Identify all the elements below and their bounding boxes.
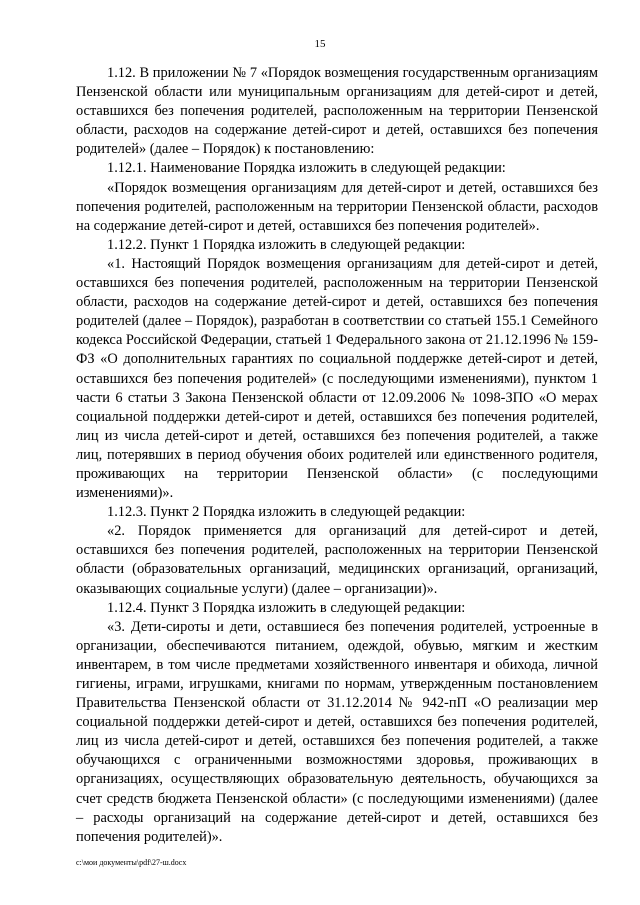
paragraph-1-12: 1.12. В приложении № 7 «Порядок возмещения государственным организациям Пензенской области или муниципальным организациям для детей-сирот и детей, оставшихся без попечения родителей, расположенным на территории Пензенской области, расходов на содержание детей-сирот и детей, оставшихся без попечения родителей» (далее – Порядок) к постановлению:	[76, 65, 598, 158]
page-number: 15	[314, 38, 326, 50]
paragraph-quote-title: «Порядок возмещения организациям для детей-сирот и детей, оставшихся без попечения родителей, расположенным на территории Пензенской области, расходов на содержание детей-сирот и детей, оставшихся без попечения родителей».	[76, 179, 598, 234]
paragraph-quote-point-1: «1. Настоящий Порядок возмещения организациям для детей-сирот и детей, оставшихся без попечения родителей, расположенным на территории Пензенской области, расходов на содержание детей-сирот и детей, оставшихся без попечения родителей (далее – Порядок), разработан в соответствии со статьей 155.1 Семейного кодекса Российской Федерации, статьей 1 Федерального закона от 21.12.1996 № 159-ФЗ «О дополнительных гарантиях по социальной поддержке детей-сирот и детей, оставшихся без попечения родителей» (с последующими изменениями), пунктом 1 части 6 статьи 3 Закона Пензенской области от 12.09.2006 № 1098-ЗПО «О мерах социальной поддержки детей-сирот и детей, оставшихся без попечения родителей, лиц из числа детей-сирот и детей, оставшихся без попечения родителей, а также лиц, потерявших в период обучения обоих родителей или единственного родителя, проживающих на территории Пензенской области» (с последующими изменениями)».	[76, 255, 598, 502]
paragraph-quote-point-3: «3. Дети-сироты и дети, оставшиеся без попечения родителей, устроенные в организации, обеспечиваются питанием, одеждой, обувью, мягким и жестким инвентарем, в том числе предметами хозяйственного инвентаря и обихода, личной гигиены, играми, игрушками, книгами по нормам, утвержденным постановлением Правительства Пензенской области от 31.12.2014 № 942-пП «О реализации мер социальной поддержки детей-сирот и детей, оставшихся без попечения родителей, лиц из числа детей-сирот и детей, оставшихся без попечения родителей, а также обучающихся с ограниченными возможностями здоровья, проживающих в организациях, осуществляющих образовательную деятельность, обучающихся за счет средств бюджета Пензенской области» (с последующими изменениями) (далее – расходы организаций на содержание детей-сирот и детей, оставшихся без попечения родителей)».	[76, 618, 598, 845]
paragraph-quote-point-2: «2. Порядок применяется для организаций для детей-сирот и детей, оставшихся без попечения родителей, расположенных на территории Пензенской области (образовательных организаций, медицинских организаций, организаций, оказывающих социальные услуги) (далее – организации)».	[76, 523, 598, 597]
footer-file-path: c:\мои документы\pdf\27-ш.docx	[76, 858, 187, 867]
paragraph-1-12-3: 1.12.3. Пункт 2 Порядка изложить в следующей редакции:	[107, 504, 466, 521]
document-body	[76, 64, 598, 847]
paragraph-1-12-4: 1.12.4. Пункт 3 Порядка изложить в следующей редакции:	[107, 599, 466, 616]
paragraph-1-12-2: 1.12.2. Пункт 1 Порядка изложить в следующей редакции:	[107, 236, 466, 253]
paragraph-1-12-1: 1.12.1. Наименование Порядка изложить в следующей редакции:	[107, 160, 506, 177]
